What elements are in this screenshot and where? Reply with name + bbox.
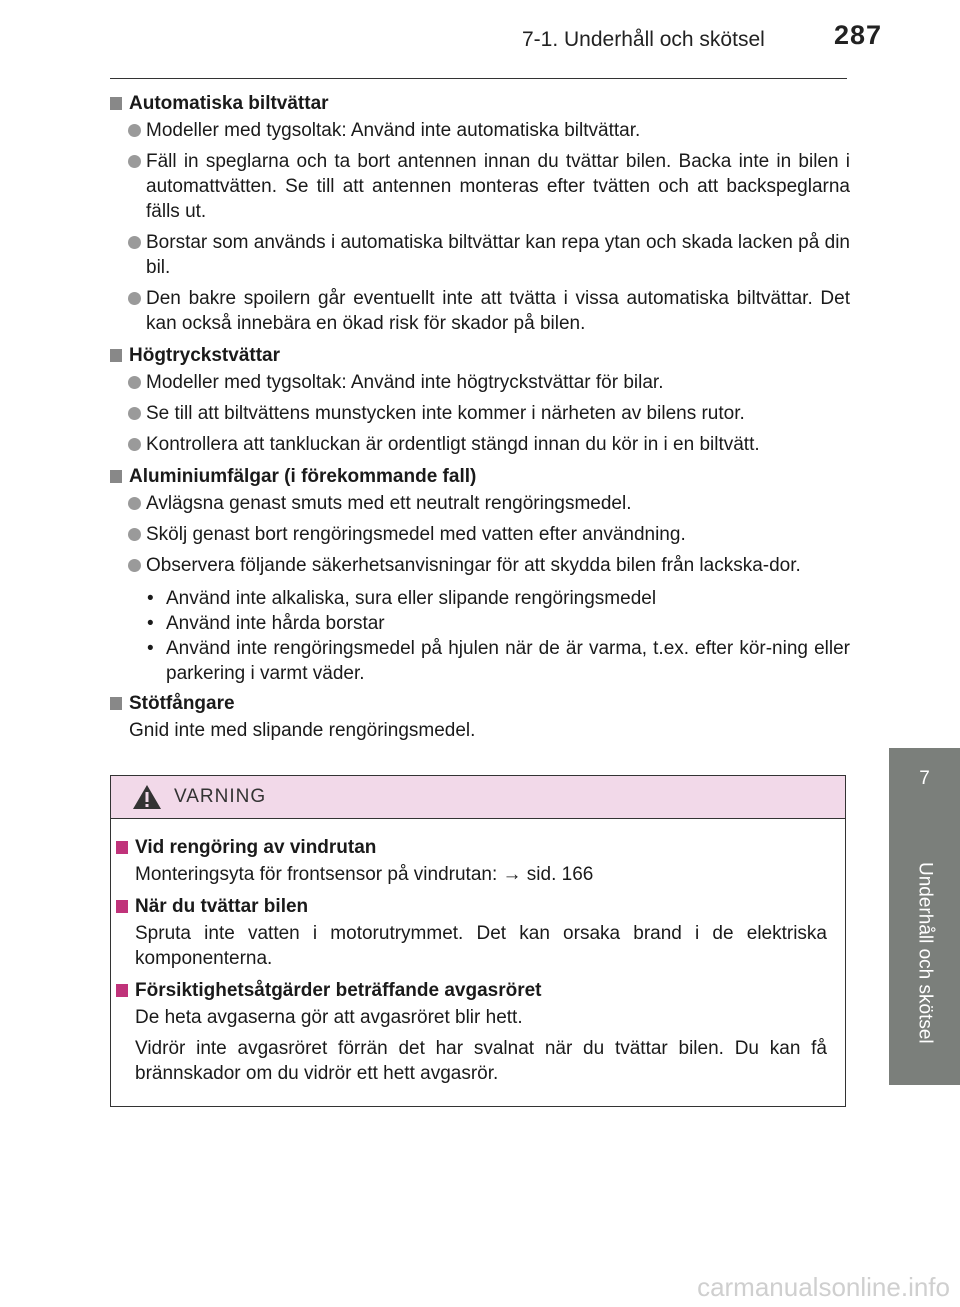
warning-body xyxy=(111,819,845,1086)
circle-bullet-icon xyxy=(128,376,141,389)
main-content xyxy=(110,90,850,744)
list-item: Observera följande säkerhetsanvisningar för att skydda bilen från lackska-dor. xyxy=(110,553,850,578)
circle-bullet-icon xyxy=(128,124,141,137)
warning-item-heading: När du tvättar bilen xyxy=(135,896,309,917)
dot-bullet-icon: • xyxy=(147,638,154,659)
square-bullet-icon xyxy=(116,841,128,854)
circle-bullet-icon xyxy=(128,497,141,510)
warning-text: Vidrör inte avgasröret förrän det har svalnat när du tvättar bilen. Du kan få brännskador om du vidrör ett hett avgasrör. xyxy=(135,1038,827,1084)
circle-bullet-icon xyxy=(128,155,141,168)
dot-bullet-icon: • xyxy=(147,613,154,634)
dot-bullet-icon: • xyxy=(147,588,154,609)
sub-list-item: • Använd inte rengöringsmedel på hjulen när de är varma, t.ex. efter kör-ning eller parkering i varmt väder. xyxy=(147,638,850,684)
square-bullet-icon xyxy=(116,900,128,913)
square-bullet-icon xyxy=(110,470,122,483)
section-title: 7-1. Underhåll och skötsel xyxy=(522,28,765,51)
page-header xyxy=(0,0,960,80)
section-pressure-washer xyxy=(110,342,850,457)
square-bullet-icon xyxy=(110,97,122,110)
section-text: Gnid inte med slipande rengöringsmedel. xyxy=(129,720,476,741)
warning-triangle-icon xyxy=(132,784,162,810)
section-aluminum-wheels xyxy=(110,463,850,686)
list-item: Se till att biltvättens munstycken inte kommer i närheten av bilens rutor. xyxy=(110,401,850,426)
list-item: Den bakre spoilern går eventuellt inte att tvätta i vissa automatiska biltvättar. Det kan också innebära en ökad risk för skador på bilen. xyxy=(110,286,850,336)
sub-list xyxy=(110,586,850,686)
chapter-number: 7 xyxy=(919,768,930,789)
sub-list-item: • Använd inte hårda borstar xyxy=(147,613,385,634)
section-bumper xyxy=(110,690,850,744)
section-heading: Stötfångare xyxy=(129,693,235,714)
circle-bullet-icon xyxy=(128,438,141,451)
warning-text: Monteringsyta för frontsensor på vindrutan: → sid. 166 xyxy=(135,864,594,885)
chapter-label: Underhåll och skötsel xyxy=(914,862,936,1044)
list-item: Modeller med tygsoltak: Använd inte högtryckstvättar för bilar. xyxy=(110,370,850,395)
warning-label: VARNING xyxy=(174,786,267,807)
list-item: Borstar som används i automatiska biltvättar kan repa ytan och skada lacken på din bil. xyxy=(110,230,850,280)
list-item: Fäll in speglarna och ta bort antennen innan du tvättar bilen. Backa inte in bilen i automattvätten. Se till att antennen monteras efter tvätten och att backspeglarna fälls ut. xyxy=(110,149,850,224)
watermark: carmanualsonline.info xyxy=(697,1272,950,1302)
section-automatic-car-wash xyxy=(110,90,850,336)
header-divider xyxy=(110,78,847,79)
circle-bullet-icon xyxy=(128,292,141,305)
list-item: Kontrollera att tankluckan är ordentligt stängd innan du kör in i en biltvätt. xyxy=(110,432,850,457)
warning-item-heading: Vid rengöring av vindrutan xyxy=(135,837,377,858)
section-heading: Aluminiumfälgar (i förekommande fall) xyxy=(129,466,477,487)
square-bullet-icon xyxy=(110,349,122,362)
warning-header xyxy=(111,776,845,819)
warning-text: Spruta inte vatten i motorutrymmet. Det kan orsaka brand i de elektriska komponenterna. xyxy=(135,923,827,969)
warning-box xyxy=(110,775,846,1107)
section-heading: Högtryckstvättar xyxy=(129,345,280,366)
sub-list-item: • Använd inte alkaliska, sura eller slipande rengöringsmedel xyxy=(147,588,657,609)
square-bullet-icon xyxy=(110,697,122,710)
chapter-tab xyxy=(889,748,960,1085)
circle-bullet-icon xyxy=(128,528,141,541)
page-number: 287 xyxy=(834,20,883,50)
circle-bullet-icon xyxy=(128,236,141,249)
list-item: Avlägsna genast smuts med ett neutralt rengöringsmedel. xyxy=(110,491,850,516)
circle-bullet-icon xyxy=(128,407,141,420)
circle-bullet-icon xyxy=(128,559,141,572)
warning-text: De heta avgaserna gör att avgasröret blir hett. xyxy=(135,1007,523,1028)
list-item: Skölj genast bort rengöringsmedel med vatten efter användning. xyxy=(110,522,850,547)
square-bullet-icon xyxy=(116,984,128,997)
section-heading: Automatiska biltvättar xyxy=(129,93,329,114)
warning-item-heading: Försiktighetsåtgärder beträffande avgasröret xyxy=(135,980,542,1001)
list-item: Modeller med tygsoltak: Använd inte automatiska biltvättar. xyxy=(110,118,850,143)
